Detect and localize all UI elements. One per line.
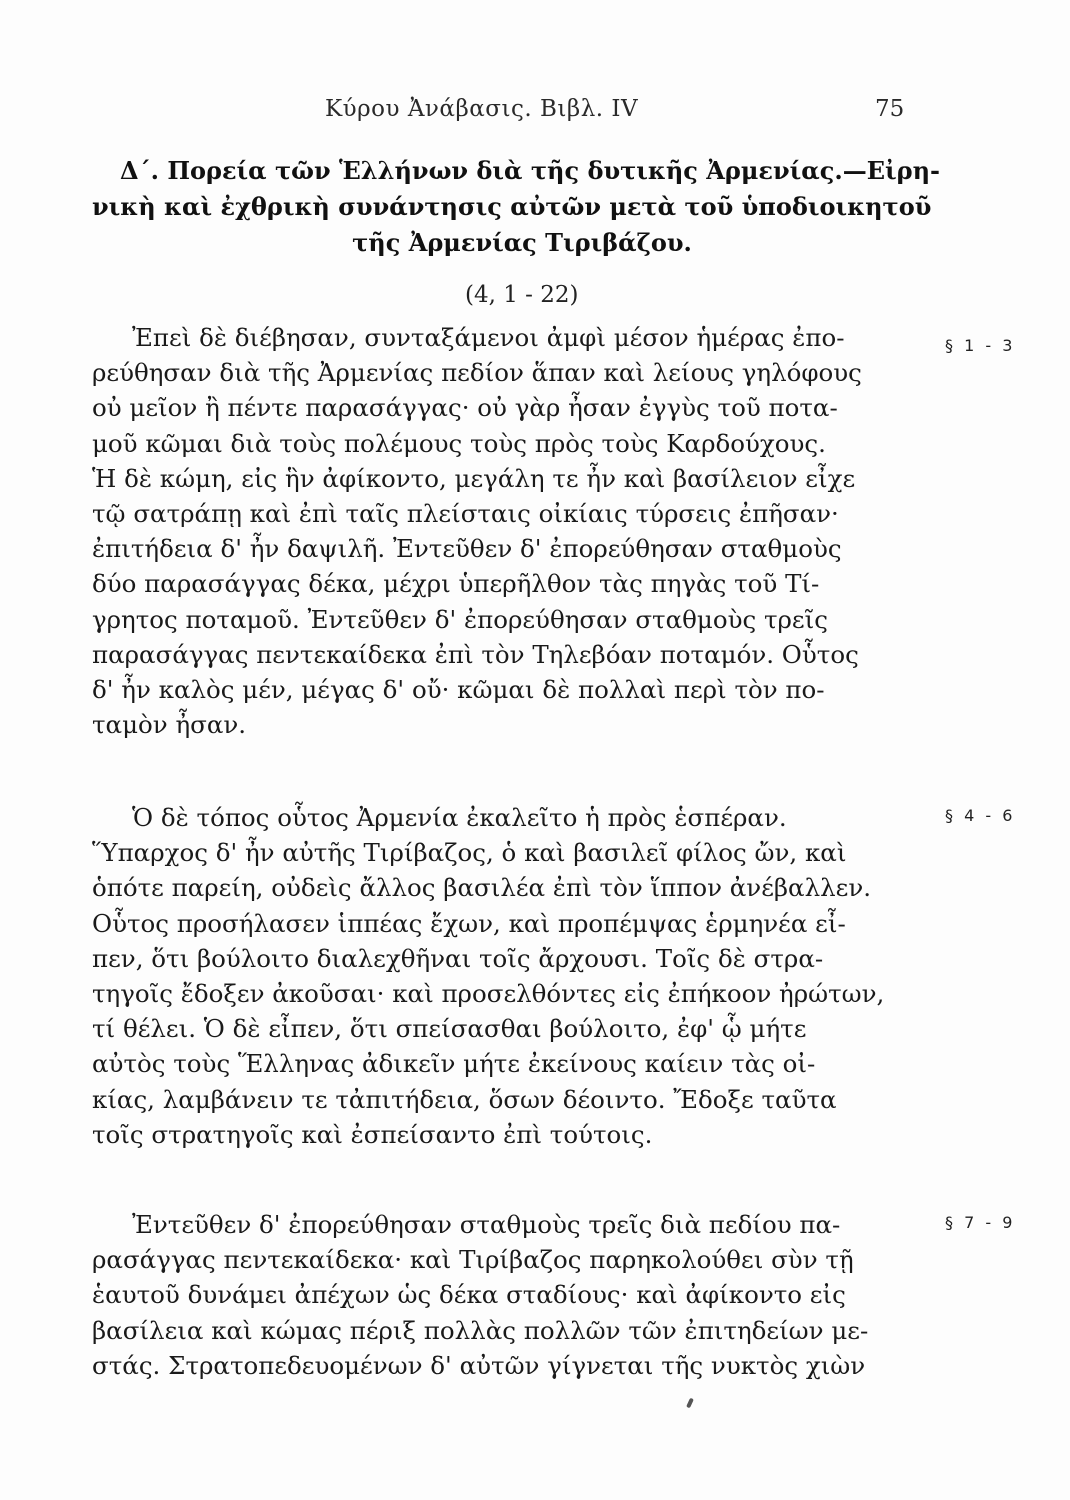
text-line: Ἐντεῦθεν δ' ἐπορεύθησαν σταθμοὺς τρεῖς διὰ πεδίου πα-: [132, 1210, 841, 1239]
text-line: μοῦ κῶμαι διὰ τοὺς πολέμους τοὺς πρὸς τοὺς Καρδούχους.: [92, 428, 826, 458]
running-title: Κύρου Ἀνάβασις. Βιβλ. IV: [325, 96, 639, 122]
margin-note-7-9: § 7 - 9: [945, 1213, 1016, 1232]
section-title-line-3: τῆς Ἀρμενίας Τιριβάζου.: [352, 228, 692, 257]
text-line: στάς. Στρατοπεδευομένων δ' αὐτῶν γίγνεται τῆς νυκτὸς χιὼν: [92, 1350, 866, 1380]
text-line: πεν, ὅτι βούλοιτο διαλεχθῆναι τοῖς ἄρχουσι. Τοῖς δὲ στρα-: [92, 943, 824, 973]
text-line: δ' ἦν καλὸς μέν, μέγας δ' οὔ· κῶμαι δὲ πολλαὶ περὶ τὸν πο-: [92, 675, 825, 705]
text-line: ταμὸν ἦσαν.: [92, 710, 247, 740]
text-line: Ἡ δὲ κώμη, εἰς ἣν ἀφίκοντο, μεγάλη τε ἦν καὶ βασίλειον εἶχε: [92, 463, 856, 493]
text-line: δύο παρασάγγας δέκα, μέχρι ὑπερῆλθον τὰς πηγὰς τοῦ Τί-: [92, 569, 820, 599]
text-line: Οὗτος προσήλασεν ἱππέας ἔχων, καὶ προπέμψας ἑρμηνέα εἶ-: [92, 908, 846, 938]
text-line: ὁπότε παρείη, οὐδεὶς ἄλλος βασιλέα ἐπὶ τὸν ἵππον ἀνέβαλλεν.: [92, 873, 872, 903]
section-title: [92, 153, 952, 261]
text-line: τοῖς στρατηγοῖς καὶ ἐσπείσαντο ἐπὶ τούτοις.: [92, 1119, 653, 1149]
page-number: 75: [875, 96, 905, 122]
text-line: τῷ σατράπῃ καὶ ἐπὶ ταῖς πλείσταις οἰκίαις τύρσεις ἐπῆσαν·: [92, 499, 839, 529]
chapter-reference: (4, 1 - 22): [465, 282, 579, 308]
text-line: παρασάγγας πεντεκαίδεκα ἐπὶ τὸν Τηλεβόαν ποταμόν. Οὗτος: [92, 639, 859, 669]
text-line: Ὁ δὲ τόπος οὗτος Ἀρμενία ἐκαλεῖτο ἡ πρὸς ἑσπέραν.: [132, 803, 787, 832]
text-line: τηγοῖς ἔδοξεν ἀκοῦσαι· καὶ προσελθόντες εἰς ἐπήκοον ἠρώτων,: [92, 979, 885, 1009]
paragraph-3: [92, 1207, 917, 1383]
text-line: Ὕπαρχος δ' ἦν αὐτῆς Τιρίβαζος, ὁ καὶ βασιλεῖ φίλος ὤν, καὶ: [92, 838, 847, 868]
section-title-line-1: Δ΄. Πορεία τῶν Ἑλλήνων διὰ τῆς δυτικῆς Ἀρμενίας.—Εἰρη-: [120, 156, 940, 185]
section-title-line-2: νικὴ καὶ ἐχθρικὴ συνάντησις αὐτῶν μετὰ τοῦ ὑποδιοικητοῦ: [92, 192, 932, 221]
text-line: κίας, λαμβάνειν τε τἀπιτήδεια, ὅσων δέοιντο. Ἔδοξε ταῦτα: [92, 1084, 837, 1114]
paragraph-1: [92, 320, 917, 742]
text-line: οὐ μεῖον ἢ πέντε παρασάγγας· οὐ γὰρ ἦσαν ἐγγὺς τοῦ ποτα-: [92, 393, 838, 423]
text-line: γρητος ποταμοῦ. Ἐντεῦθεν δ' ἐπορεύθησαν σταθμοὺς τρεῖς: [92, 604, 828, 634]
paragraph-2: [92, 800, 917, 1152]
text-line: ρεύθησαν διὰ τῆς Ἀρμενίας πεδίον ἅπαν καὶ λείους γηλόφους: [92, 358, 862, 388]
margin-note-1-3: § 1 - 3: [945, 336, 1016, 355]
text-line: ρασάγγας πεντεκαίδεκα· καὶ Τιρίβαζος παρηκολούθει σὺν τῇ: [92, 1245, 854, 1275]
text-line: αὐτὸς τοὺς Ἕλληνας ἀδικεῖν μήτε ἐκείνους καίειν τὰς οἰ-: [92, 1049, 816, 1079]
text-line: ἐπιτήδεια δ' ἦν δαψιλῆ. Ἐντεῦθεν δ' ἐπορεύθησαν σταθμοὺς: [92, 534, 842, 564]
margin-note-4-6: § 4 - 6: [945, 806, 1016, 825]
text-line: ἑαυτοῦ δυνάμει ἀπέχων ὡς δέκα σταδίους· καὶ ἀφίκοντο εἰς: [92, 1280, 846, 1310]
text-line: βασίλεια καὶ κώμας πέριξ πολλὰς πολλῶν τῶν ἐπιτηδείων με-: [92, 1315, 869, 1345]
ink-speck: [686, 1398, 694, 1409]
text-line: Ἐπεὶ δὲ διέβησαν, συνταξάμενοι ἀμφὶ μέσον ἡμέρας ἐπο-: [132, 323, 845, 352]
text-line: τί θέλει. Ὁ δὲ εἶπεν, ὅτι σπείσασθαι βούλοιτο, ἐφ' ᾧ μήτε: [92, 1014, 807, 1044]
